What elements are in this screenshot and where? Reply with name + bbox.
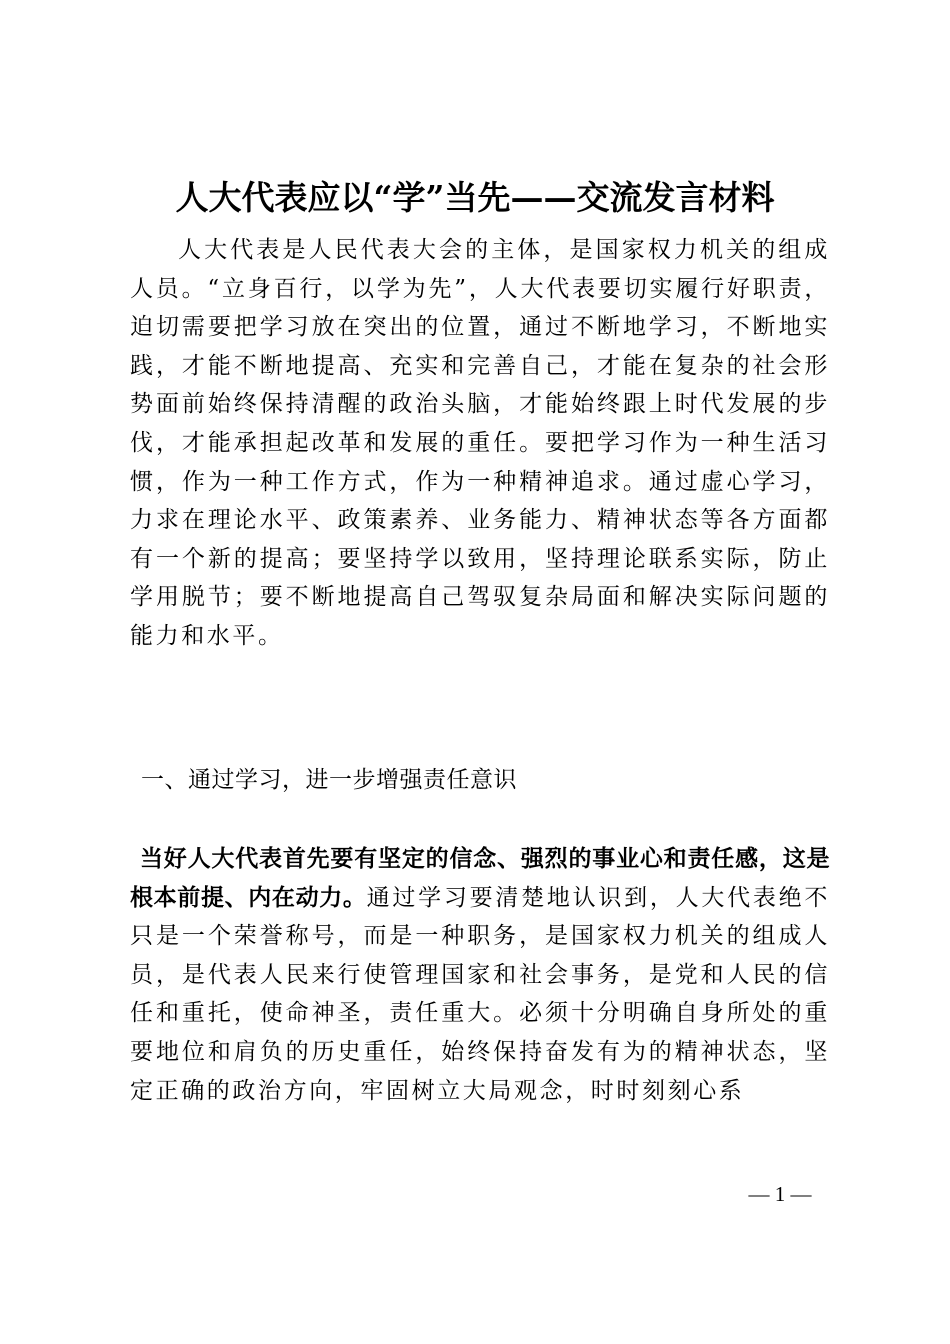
section-lead-line-1: 当好人大代表首先要有坚定的信念、强烈的事业心和责任感， (140, 846, 783, 872)
section-heading: 一、通过学习，进一步增强责任意识 (141, 767, 517, 793)
section-body-text: 通过学习要清楚地认识到，人大代表绝不只是一个荣誉称号，而是一种职务，是国家权力机关的组成人员，是代表人民来行使管理国家和社会事务，是党和人民的信任和重托，使命神圣，责任重大。必须十分明确自身所处的重要地位和肩负的历史重任，始终保持奋发有为的精神状态，坚定正确的政治方向，牢固树立大局观念，时时刻刻心系 (130, 884, 830, 1104)
document-title: 人大代表应以“学”当先——交流发言材料 (175, 178, 775, 217)
section-lead-line-2: 这是根本前提、内在动力。 (130, 846, 831, 911)
page-number: — 1 — (748, 1182, 812, 1206)
intro-paragraph: 人大代表是人民代表大会的主体，是国家权力机关的组成人员。“立身百行，以学为先”，人大代表要切实履行好职责，迫切需要把学习放在突出的位置，通过不断地学习，不断地实践，才能不断地提高、充实和完善自己，才能在复杂的社会形势面前始终保持清醒的政治头脑，才能始终跟上时代发展的步伐，才能承担起改革和发展的重任。要把学习作为一种生活习惯，作为一种工作方式，作为一种精神追求。通过虚心学习，力求在理论水平、政策素养、业务能力、精神状态等各方面都有一个新的提高；要坚持学以致用，坚持理论联系实际，防止学用脱节；要不断地提高自己驾驭复杂局面和解决实际问题的能力和水平。 (130, 237, 830, 649)
section-paragraph (130, 840, 830, 1110)
